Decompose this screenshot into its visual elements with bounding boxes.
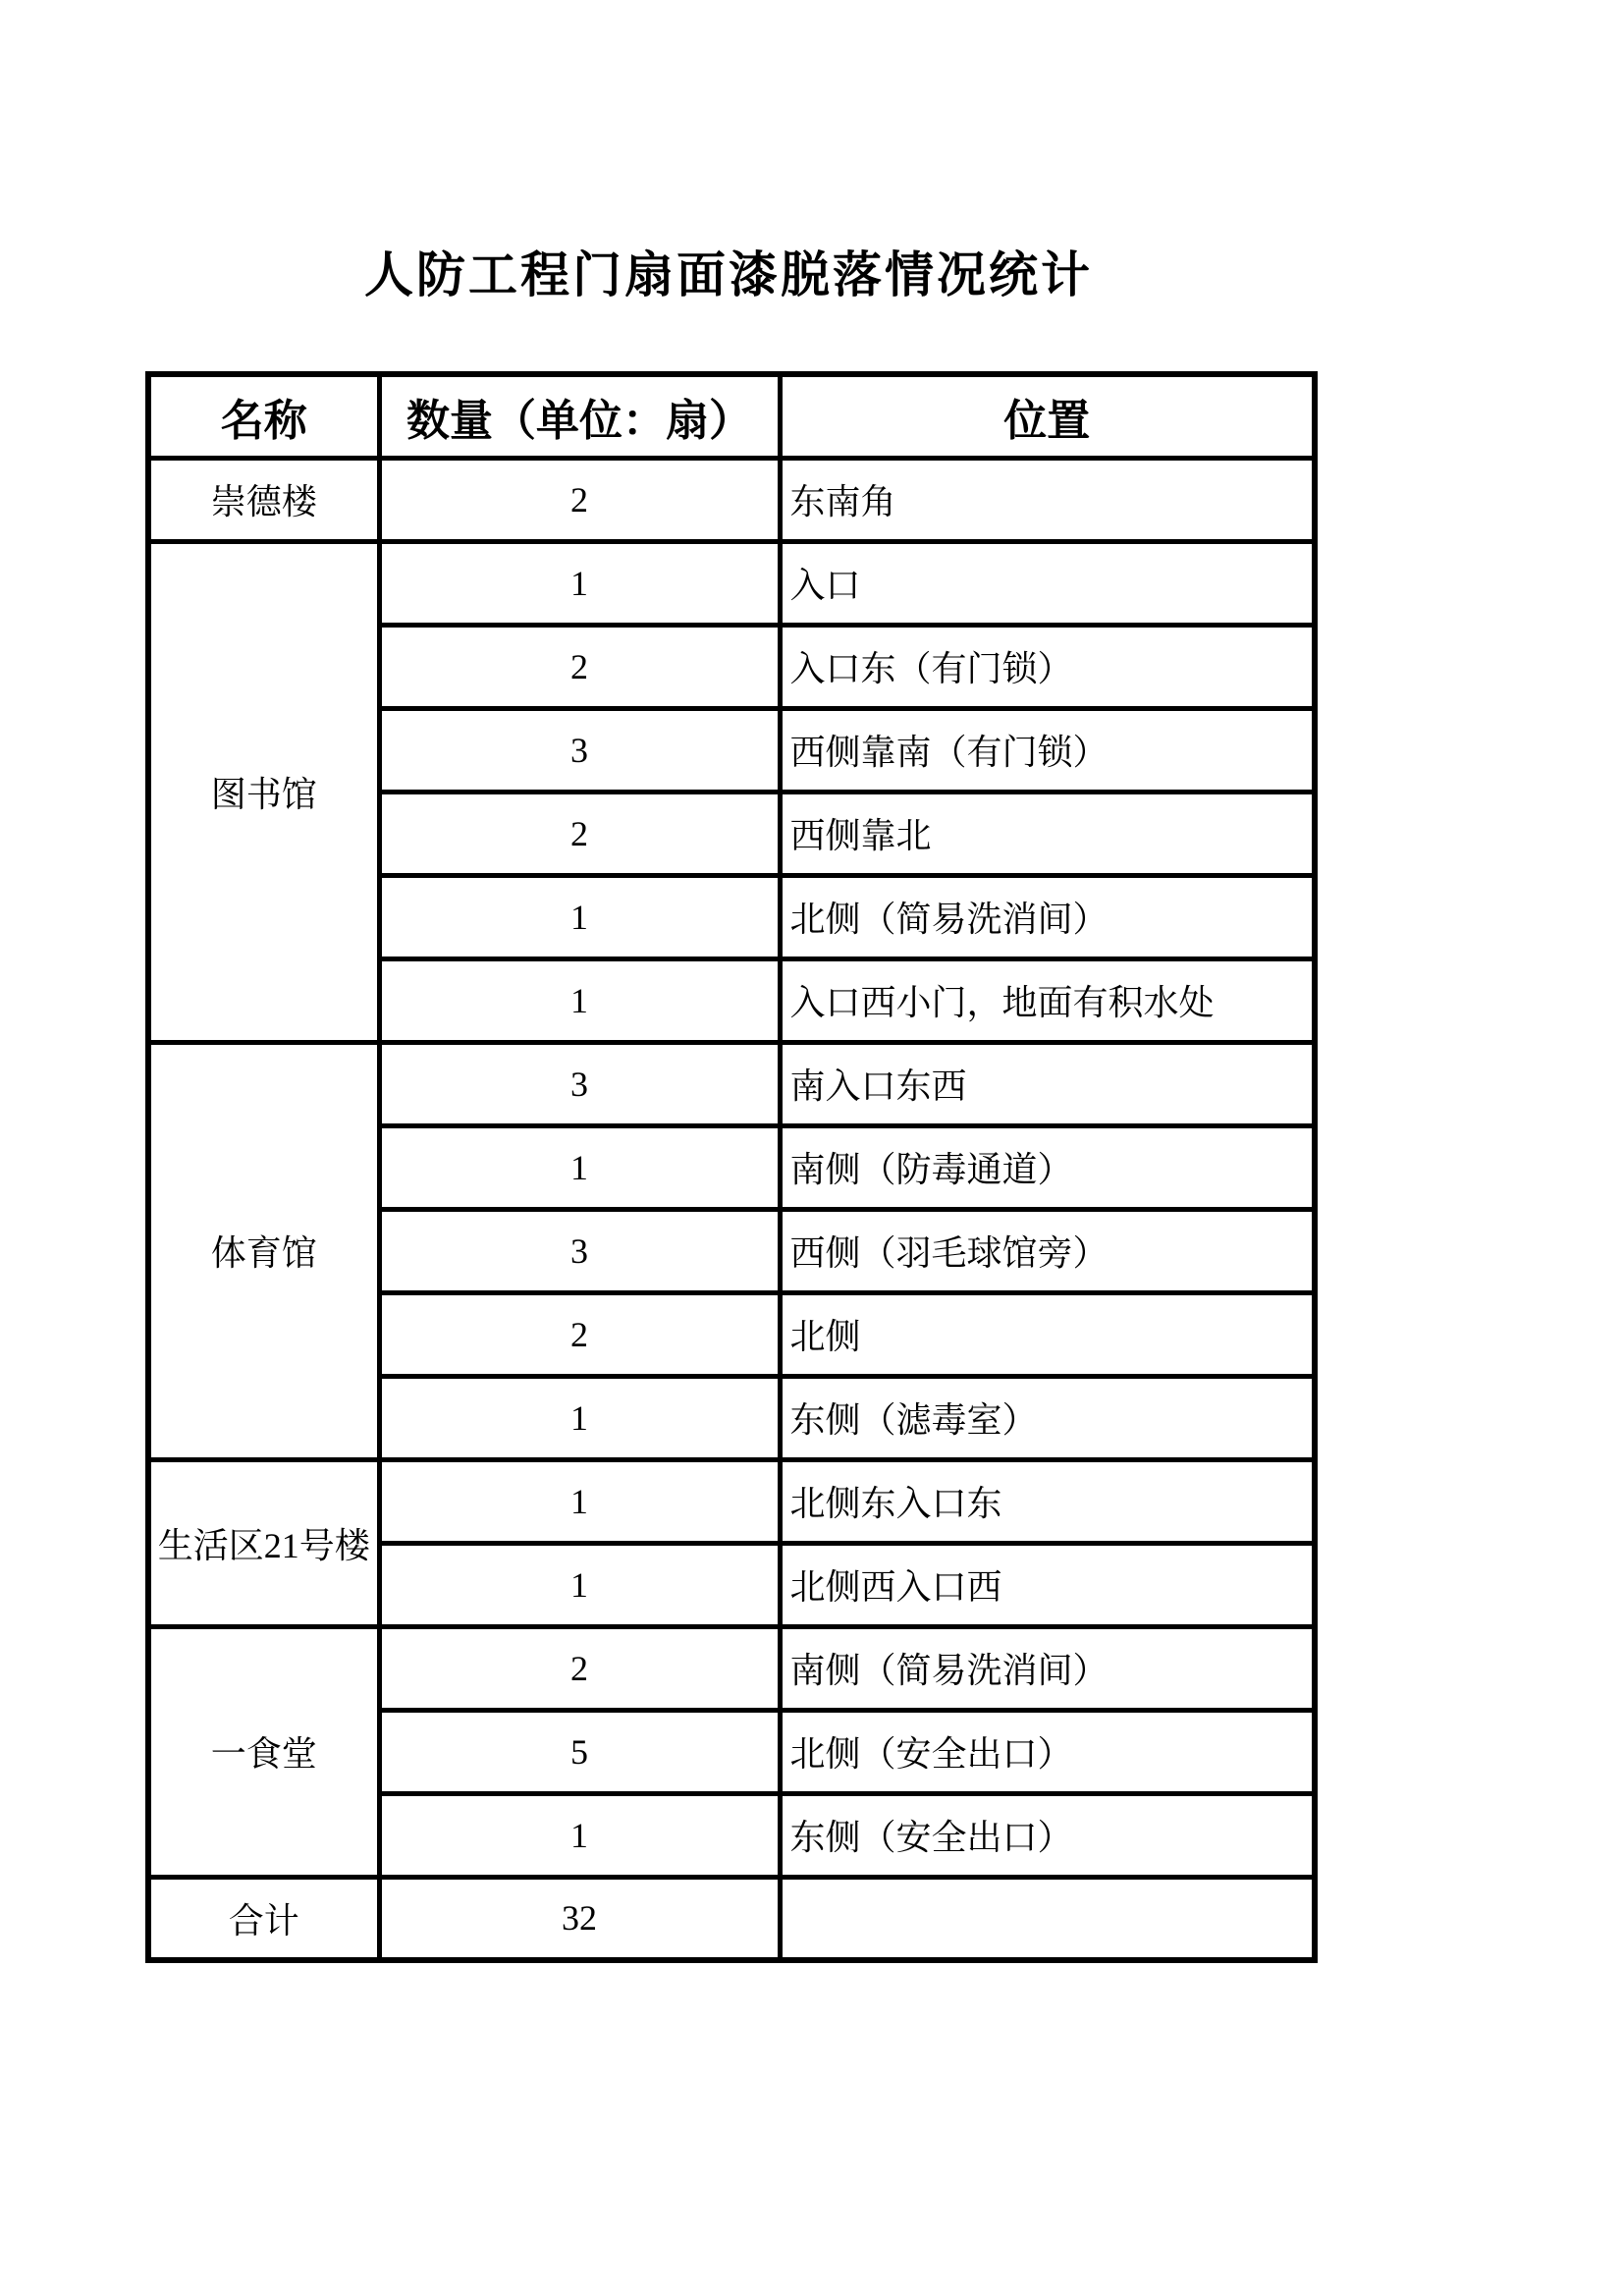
document-title: 人防工程门扇面漆脱落情况统计 xyxy=(364,247,1093,302)
total-quantity-cell: 32 xyxy=(379,1877,780,1960)
quantity-cell: 3 xyxy=(379,1042,780,1125)
group-name-cell: 图书馆 xyxy=(148,541,379,1042)
quantity-cell: 1 xyxy=(379,1459,780,1543)
location-cell: 西侧靠南（有门锁） xyxy=(780,708,1315,792)
total-row xyxy=(148,1877,1315,1960)
quantity-cell: 2 xyxy=(379,1292,780,1376)
quantity-cell: 1 xyxy=(379,958,780,1042)
location-cell: 东侧（安全出口） xyxy=(780,1793,1315,1877)
location-cell: 南入口东西 xyxy=(780,1042,1315,1125)
total-location-cell xyxy=(780,1877,1315,1960)
location-cell: 西侧靠北 xyxy=(780,792,1315,875)
location-cell: 南侧（简易洗消间） xyxy=(780,1626,1315,1710)
location-cell: 北侧 xyxy=(780,1292,1315,1376)
quantity-cell: 1 xyxy=(379,541,780,625)
quantity-cell: 1 xyxy=(379,1125,780,1209)
group-name-cell: 生活区21号楼 xyxy=(148,1459,379,1626)
column-header-name: 名称 xyxy=(148,374,379,458)
location-cell: 入口西小门，地面有积水处 xyxy=(780,958,1315,1042)
group-name-cell: 崇德楼 xyxy=(148,458,379,541)
quantity-cell: 2 xyxy=(379,792,780,875)
location-cell: 北侧（简易洗消间） xyxy=(780,875,1315,958)
location-cell: 东南角 xyxy=(780,458,1315,541)
quantity-cell: 2 xyxy=(379,458,780,541)
quantity-cell: 2 xyxy=(379,625,780,708)
table-row xyxy=(148,541,1315,625)
location-cell: 入口 xyxy=(780,541,1315,625)
quantity-cell: 1 xyxy=(379,1543,780,1626)
table-row xyxy=(148,1626,1315,1710)
quantity-cell: 3 xyxy=(379,708,780,792)
location-cell: 东侧（滤毒室） xyxy=(780,1376,1315,1459)
location-cell: 入口东（有门锁） xyxy=(780,625,1315,708)
location-cell: 北侧东入口东 xyxy=(780,1459,1315,1543)
location-cell: 北侧西入口西 xyxy=(780,1543,1315,1626)
quantity-cell: 1 xyxy=(379,875,780,958)
quantity-cell: 5 xyxy=(379,1710,780,1793)
group-name-cell: 体育馆 xyxy=(148,1042,379,1459)
table-row xyxy=(148,1459,1315,1543)
location-cell: 北侧（安全出口） xyxy=(780,1710,1315,1793)
quantity-cell: 3 xyxy=(379,1209,780,1292)
group-name-cell: 一食堂 xyxy=(148,1626,379,1877)
total-label-cell: 合计 xyxy=(148,1877,379,1960)
quantity-cell: 1 xyxy=(379,1793,780,1877)
table-row xyxy=(148,1042,1315,1125)
paint-peeling-stats-table xyxy=(145,371,1318,1963)
location-cell: 西侧（羽毛球馆旁） xyxy=(780,1209,1315,1292)
table-row xyxy=(148,458,1315,541)
location-cell: 南侧（防毒通道） xyxy=(780,1125,1315,1209)
quantity-cell: 1 xyxy=(379,1376,780,1459)
column-header-location: 位置 xyxy=(780,374,1315,458)
column-header-quantity: 数量（单位：扇） xyxy=(379,374,780,458)
quantity-cell: 2 xyxy=(379,1626,780,1710)
table-header-row xyxy=(148,374,1315,458)
